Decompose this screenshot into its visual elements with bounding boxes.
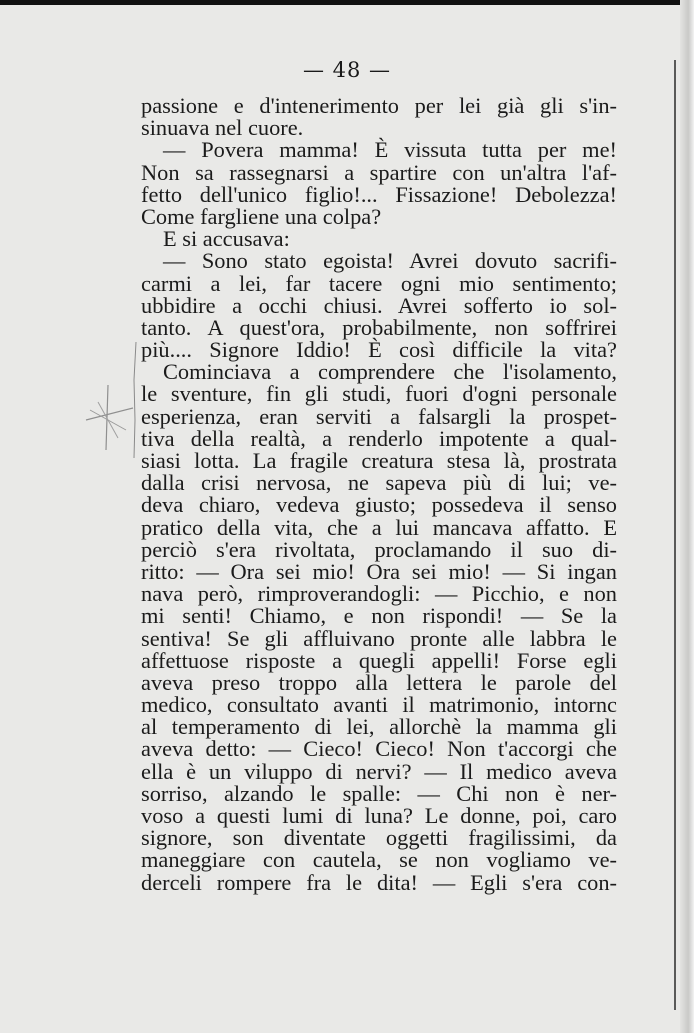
text-line: — Povera mamma! È vissuta tutta per me! — [163, 137, 617, 163]
text-line: — Sono stato egoista! Avrei dovuto sacrifi- — [163, 248, 617, 274]
text-line: aveva detto: — Cieco! Cieco! Non t'accorgi che — [141, 736, 617, 762]
text-line: Come fargliene una colpa? — [141, 203, 382, 229]
text-line: voso a questi lumi di luna? Le donne, poi, caro — [141, 803, 617, 828]
text-line: carmi a lei, far tacere ogni mio sentimento; — [141, 270, 617, 296]
text-line: sinuava nel cuore. — [141, 115, 304, 141]
text-line: più.... Signore Iddio! È così difficile la vita? — [141, 337, 617, 363]
text-line: affettuose risposte a quegli appelli! Forse egli — [141, 647, 617, 673]
page-number: — 48 — — [302, 58, 392, 82]
page-right-edge — [680, 0, 694, 1033]
text-line: maneggiare con cautela, se non vogliamo ve- — [141, 847, 617, 873]
page-binding-shadow — [674, 60, 676, 1010]
text-line: Cominciava a comprendere che l'isolamento, — [163, 359, 617, 385]
text-line: le sventure, fin gli studi, fuori d'ogni personale — [141, 381, 617, 407]
text-line: aveva preso troppo alla lettera le parole del — [141, 669, 617, 695]
body-text — [141, 95, 617, 894]
text-line: dalla crisi nervosa, ne sapeva più di lui; ve- — [141, 470, 617, 496]
text-line: nava però, rimproverandogli: — Picchio, e non — [141, 581, 617, 607]
text-line: derceli rompere fra le dita! — Egli s'era con- — [141, 869, 617, 895]
text-line: perciò s'era rivoltata, proclamando il suo di- — [141, 536, 617, 562]
text-line: Non sa rassegnarsi a spartire con un'altra l'af- — [141, 159, 617, 185]
page-top-edge — [0, 0, 694, 5]
text-line: pratico della vita, che a lui mancava affatto. E — [141, 514, 617, 540]
text-line: mi senti! Chiamo, e non rispondi! — Se la — [141, 603, 617, 629]
text-line: fetto dell'unico figlio!... Fissazione! Debolezza! — [141, 181, 617, 207]
text-line: sorriso, alzando le spalle: — Chi non è ner- — [141, 780, 617, 806]
text-line: ritto: — Ora sei mio! Ora sei mio! — Si ingan — [141, 558, 617, 584]
text-line: tanto. A quest'ora, probabilmente, non soffrirei — [141, 314, 617, 340]
text-line: ubbidire a occhi chiusi. Avrei sofferto io sol- — [141, 292, 617, 318]
text-line: deva chiaro, vedeva giusto; possedeva il senso — [141, 492, 617, 518]
text-line: medico, consultato avanti il matrimonio, intornc — [141, 692, 617, 718]
text-line: E si accusava: — [163, 226, 290, 252]
text-line: al temperamento di lei, allorchè la mamma gli — [141, 714, 617, 740]
text-line: esperienza, eran serviti a falsargli la prospet- — [141, 403, 617, 429]
text-line: sentiva! Se gli affluivano pronte alle labbra le — [141, 625, 617, 651]
text-line: signore, son diventate oggetti fragilissimi, da — [141, 825, 617, 851]
text-line: passione e d'intenerimento per lei già gli s'in- — [141, 93, 617, 118]
text-line: ella è un viluppo di nervi? — Il medico aveva — [141, 758, 617, 784]
margin-pencil-cross-icon — [78, 380, 138, 455]
text-line: tiva della realtà, a renderlo impotente a qual- — [141, 425, 617, 451]
text-line: siasi lotta. La fragile creatura stesa là, prostrata — [141, 448, 617, 473]
